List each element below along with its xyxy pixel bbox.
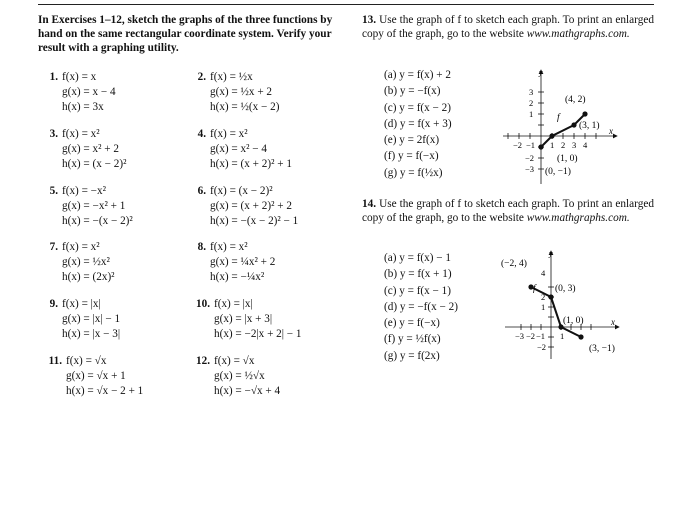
y-axis-label: y xyxy=(539,68,543,77)
problem-14-part-e: (e) y = f(−x) xyxy=(384,317,440,330)
exercise-number: 9. xyxy=(49,298,58,310)
exercise-line xyxy=(186,85,279,100)
graph-point xyxy=(578,334,583,339)
problem-14-part-b: (b) y = f(x + 1) xyxy=(384,268,452,281)
exercise-number: 8. xyxy=(197,241,206,253)
x-tick-label: 1 xyxy=(550,140,555,150)
y-tick-label: 2 xyxy=(541,292,546,302)
exercise-line xyxy=(38,354,143,369)
exercise-number: 10. xyxy=(196,298,210,310)
function-definition: g(x) = |x + 3| xyxy=(214,313,273,325)
problem-14-parts xyxy=(384,250,458,364)
function-definition: h(x) = −(x − 2)² xyxy=(62,215,133,227)
exercise-3 xyxy=(38,127,126,172)
function-definition: g(x) = x² + 2 xyxy=(62,143,119,155)
y-tick-label: −2 xyxy=(525,153,535,163)
function-definition: f(x) = x² xyxy=(210,128,248,140)
exercise-line xyxy=(186,214,298,229)
exercise-line xyxy=(186,70,279,85)
function-definition: h(x) = (2x)² xyxy=(62,271,115,283)
exercise-number: 7. xyxy=(49,241,58,253)
x-tick-label: −2 xyxy=(526,331,536,341)
function-definition: f(x) = −x² xyxy=(62,185,106,197)
function-definition: g(x) = x² − 4 xyxy=(210,143,267,155)
y-tick-label: 1 xyxy=(529,109,534,119)
function-definition: f(x) = x² xyxy=(62,241,100,253)
exercise-7 xyxy=(38,240,115,285)
point-label-4-2: (4, 2) xyxy=(565,95,586,105)
problem-13 xyxy=(362,14,654,42)
x-tick-label: 4 xyxy=(583,140,588,150)
problem-13-part-b: (b) y = −f(x) xyxy=(384,85,441,98)
point-label-neg2-4: (−2, 4) xyxy=(501,259,527,269)
exercise-number: 3. xyxy=(49,128,58,140)
exercise-line xyxy=(186,327,302,342)
point-label-1-0: (1, 0) xyxy=(557,154,578,164)
graph-point xyxy=(571,122,576,127)
exercise-line xyxy=(38,184,133,199)
exercise-line xyxy=(38,100,116,115)
function-definition: g(x) = ¼x² + 2 xyxy=(210,256,276,268)
problem-13-part-f: (f) y = f(−x) xyxy=(384,150,439,163)
point-label-1-0: (1, 0) xyxy=(563,316,584,326)
y-axis-label: y xyxy=(549,249,553,258)
graph-point xyxy=(582,111,587,116)
x-axis-label: x xyxy=(609,126,613,136)
exercise-line xyxy=(186,270,275,285)
x-tick-label: 1 xyxy=(560,331,565,341)
x-tick-label: −1 xyxy=(536,331,546,341)
function-definition: g(x) = ½x + 2 xyxy=(210,86,273,98)
exercise-line xyxy=(38,214,133,229)
function-label: f xyxy=(533,284,536,294)
graph-point xyxy=(549,133,554,138)
function-definition: g(x) = x − 4 xyxy=(62,86,116,98)
exercise-6 xyxy=(186,184,298,229)
graph-point xyxy=(548,294,553,299)
function-definition: f(x) = |x| xyxy=(214,298,253,310)
problem-14-part-c: (c) y = f(x − 1) xyxy=(384,284,451,297)
problem-14-part-g: (g) y = f(2x) xyxy=(384,349,440,362)
function-definition: h(x) = −(x − 2)² − 1 xyxy=(210,215,299,227)
exercise-2 xyxy=(186,70,279,115)
function-label: f xyxy=(557,113,560,123)
exercise-4 xyxy=(186,127,292,172)
exercise-5 xyxy=(38,184,133,229)
point-label-3-1: (3, 1) xyxy=(579,121,600,131)
function-definition: h(x) = −2|x + 2| − 1 xyxy=(214,328,302,340)
x-axis-label: x xyxy=(611,317,615,327)
exercise-number: 4. xyxy=(197,128,206,140)
exercise-line xyxy=(38,127,126,142)
problem-13-parts xyxy=(384,67,452,181)
problem-13-graph xyxy=(495,64,625,190)
x-tick-label: −2 xyxy=(513,140,523,150)
function-definition: f(x) = ½x xyxy=(210,71,253,83)
exercise-line xyxy=(186,184,298,199)
exercise-line xyxy=(38,369,143,384)
problem-13-part-a: (a) y = f(x) + 2 xyxy=(384,69,451,81)
exercise-line xyxy=(38,327,120,342)
y-tick-label: 4 xyxy=(541,268,546,278)
function-definition: h(x) = −√x + 4 xyxy=(214,385,281,397)
exercise-line xyxy=(186,369,280,384)
graph-point xyxy=(538,144,543,149)
exercise-line xyxy=(186,240,275,255)
function-definition: f(x) = x² xyxy=(210,241,248,253)
exercise-line xyxy=(38,70,116,85)
exercise-11 xyxy=(38,354,143,399)
top-rule xyxy=(38,4,654,5)
problem-13-text: Use the graph of f to sketch each graph. To print an enlarged copy of the graph, go to the website xyxy=(362,14,654,40)
problem-14 xyxy=(362,198,654,226)
exercise-line xyxy=(38,384,143,399)
exercise-line xyxy=(38,85,116,100)
exercise-10 xyxy=(186,297,302,342)
y-tick-label: 3 xyxy=(529,87,534,97)
function-definition: h(x) = |x − 3| xyxy=(62,328,121,340)
exercise-line xyxy=(186,157,292,172)
exercise-line xyxy=(38,157,126,172)
exercises-column xyxy=(38,14,338,55)
function-definition: h(x) = (x + 2)² + 1 xyxy=(210,158,292,170)
exercise-line xyxy=(38,297,120,312)
exercise-line xyxy=(186,384,280,399)
exercise-12 xyxy=(186,354,280,399)
exercise-line xyxy=(186,100,279,115)
exercise-number: 12. xyxy=(196,355,210,367)
function-definition: g(x) = (x + 2)² + 2 xyxy=(210,200,292,212)
function-definition: h(x) = √x − 2 + 1 xyxy=(66,385,144,397)
exercise-line xyxy=(186,354,280,369)
x-tick-label: −1 xyxy=(526,140,536,150)
problem-13-website: www.mathgraphs.com. xyxy=(526,27,630,40)
exercise-line xyxy=(186,255,275,270)
problem-14-part-f: (f) y = ½f(x) xyxy=(384,333,441,346)
exercise-line xyxy=(38,199,133,214)
function-definition: g(x) = −x² + 1 xyxy=(62,200,126,212)
problem-14-graph xyxy=(497,247,627,365)
function-definition: h(x) = (x − 2)² xyxy=(62,158,127,170)
exercise-number: 1. xyxy=(49,71,58,83)
point-label-3-neg1: (3, −1) xyxy=(589,344,615,354)
exercise-line xyxy=(38,255,115,270)
exercise-8 xyxy=(186,240,275,285)
exercise-1 xyxy=(38,70,116,115)
point-label-0-neg1: (0, −1) xyxy=(545,167,571,177)
y-tick-label: 1 xyxy=(541,302,546,312)
function-definition: f(x) = √x xyxy=(66,355,107,367)
function-definition: f(x) = (x − 2)² xyxy=(210,185,273,197)
y-tick-label: 2 xyxy=(529,98,534,108)
problem-14-part-a: (a) y = f(x) − 1 xyxy=(384,252,451,264)
point-label-0-3: (0, 3) xyxy=(555,284,576,294)
exercise-line xyxy=(186,199,298,214)
problem-13-part-d: (d) y = f(x + 3) xyxy=(384,117,452,130)
exercise-9 xyxy=(38,297,120,342)
problem-13-part-e: (e) y = 2f(x) xyxy=(384,134,440,147)
exercise-line xyxy=(38,240,115,255)
function-definition: g(x) = ½x² xyxy=(62,256,110,268)
exercise-number: 5. xyxy=(49,185,58,197)
function-definition: h(x) = ½(x − 2) xyxy=(210,101,280,113)
function-definition: f(x) = x xyxy=(62,71,97,83)
exercise-line xyxy=(186,127,292,142)
problem-13-part-g: (g) y = f(½x) xyxy=(384,166,443,179)
function-definition: g(x) = ½√x xyxy=(214,370,265,382)
function-definition: f(x) = |x| xyxy=(62,298,101,310)
problem-13-number: 13. xyxy=(362,14,377,26)
problem-14-part-d: (d) y = −f(x − 2) xyxy=(384,300,458,313)
exercise-number: 2. xyxy=(197,71,206,83)
function-definition: h(x) = 3x xyxy=(62,101,104,113)
y-tick-label: −3 xyxy=(525,164,535,174)
exercise-line xyxy=(38,142,126,157)
function-definition: f(x) = x² xyxy=(62,128,100,140)
exercise-line xyxy=(38,270,115,285)
x-tick-label: 2 xyxy=(561,140,566,150)
function-f-curve xyxy=(531,287,581,337)
exercise-instructions: In Exercises 1–12, sketch the graphs of the three functions by hand on the same rectangular coordinate system. Verify your result with a graphing utility. xyxy=(38,14,333,54)
exercise-line xyxy=(186,142,292,157)
exercise-number: 11. xyxy=(48,355,62,367)
problem-13-part-c: (c) y = f(x − 2) xyxy=(384,101,451,114)
x-tick-label: 3 xyxy=(572,140,577,150)
problem-14-website: www.mathgraphs.com. xyxy=(526,211,630,224)
function-definition: g(x) = |x| − 1 xyxy=(62,313,121,325)
exercise-line xyxy=(186,312,302,327)
problem-14-text: Use the graph of f to sketch each graph. To print an enlarged copy of the graph, go to the website xyxy=(362,198,654,224)
exercise-line xyxy=(186,297,302,312)
x-tick-label: −3 xyxy=(515,331,525,341)
exercise-number: 6. xyxy=(197,185,206,197)
function-definition: g(x) = √x + 1 xyxy=(66,370,126,382)
problem-14-number: 14. xyxy=(362,198,377,210)
y-tick-label: −2 xyxy=(537,342,547,352)
exercise-line xyxy=(38,312,120,327)
function-definition: h(x) = −¼x² xyxy=(210,271,265,283)
function-definition: f(x) = √x xyxy=(214,355,255,367)
